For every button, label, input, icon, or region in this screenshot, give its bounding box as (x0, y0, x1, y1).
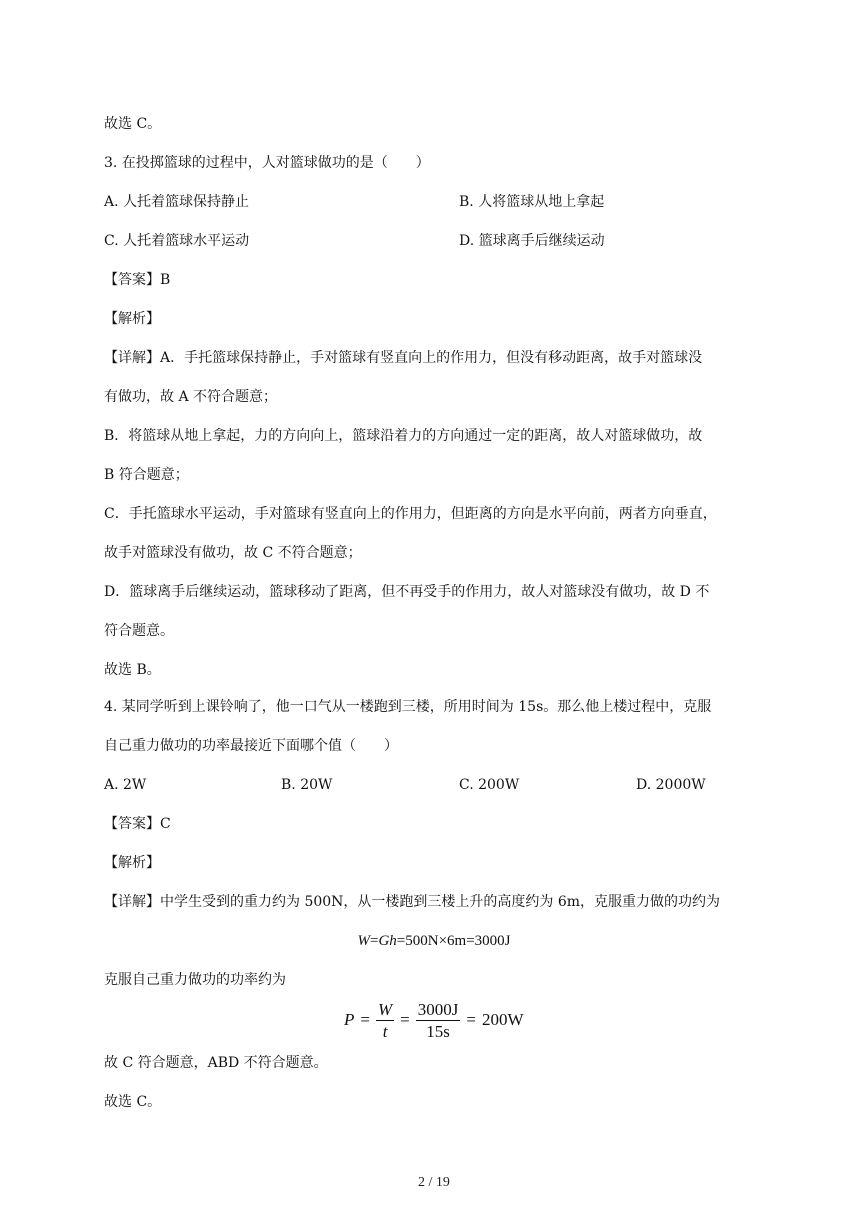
q4-option-c: C. 200W (459, 777, 520, 793)
question-4-stem-cont: 自己重力做功的功率最接近下面哪个值（ ） (104, 738, 398, 754)
formula-equals: = (466, 1010, 476, 1029)
eq-h-symbol: h (389, 933, 397, 949)
q3-detail-line: B 符合题意； (104, 467, 189, 483)
fraction-numerator: 3000J (417, 999, 459, 1019)
q3-detail-line: C．手托篮球水平运动，手对篮球有竖直向上的作用力，但距离的方向是水平向前，两者方向垂直， (104, 506, 717, 522)
q3-detail-line: 符合题意。 (104, 623, 174, 639)
power-formula (344, 998, 524, 1042)
formula-equals: = (360, 1010, 370, 1029)
q4-option-a: A. 2W (104, 777, 147, 793)
q4-conclusion: 故选 C。 (104, 1094, 162, 1110)
fraction-denominator: 15s (426, 1021, 450, 1041)
fraction-values (416, 1000, 461, 1041)
question-3-stem: 3. 在投掷篮球的过程中，人对篮球做功的是（ ） (104, 155, 430, 171)
eq-equals: = (369, 933, 379, 949)
question-4-stem: 4. 某同学听到上课铃响了，他一口气从一楼跑到三楼，所用时间为 15s。那么他上楼过程中，克服 (104, 699, 712, 715)
q3-answer: 【答案】B (104, 272, 171, 288)
q4-answer: 【答案】C (104, 816, 171, 832)
formula-p-symbol: P (344, 1010, 355, 1029)
q3-detail-line: 有做功，故 A 不符合题意； (104, 389, 278, 405)
q3-detail-line: D．篮球离手后继续运动，篮球移动了距离，但不再受手的作用力，故人对篮球没有做功，故 D 不 (104, 584, 710, 600)
q4-analysis-heading: 【解析】 (104, 855, 160, 871)
q4-detail-line: 【详解】中学生受到的重力约为 500N，从一楼跑到三楼上升的高度约为 6m，克服重力做的功约为 (104, 894, 721, 910)
q4-option-b: B. 20W (281, 777, 333, 793)
q4-option-d: D. 2000W (636, 777, 706, 793)
q3-conclusion: 故选 B。 (104, 662, 161, 678)
formula-equals: = (400, 1010, 410, 1029)
q4-detail-line: 克服自己重力做功的功率约为 (104, 972, 286, 988)
q3-detail-line: 故手对篮球没有做功，故 C 不符合题意； (104, 545, 362, 561)
q3-option-a: A. 人托着篮球保持静止 (104, 194, 250, 210)
q3-option-b: B. 人将篮球从地上拿起 (459, 194, 605, 210)
q3-option-d: D. 篮球离手后继续运动 (459, 233, 605, 249)
q3-detail-line: B．将篮球从地上拿起，力的方向向上，篮球沿着力的方向通过一定的距离，故人对篮球做功，故 (104, 428, 703, 444)
page-indicator: 2 / 19 (418, 1175, 450, 1190)
work-equation (0, 931, 868, 951)
fraction-w-over-t (376, 1000, 394, 1041)
q3-detail-line: 【详解】A．手托篮球保持静止，手对篮球有竖直向上的作用力，但没有移动距离，故手对篮球没 (104, 350, 703, 366)
eq-rest: =500N×6m=3000J (396, 933, 511, 949)
fraction-denominator: t (382, 1021, 388, 1041)
formula-result: 200W (481, 1010, 524, 1029)
conclusion-line: 故选 C。 (104, 116, 162, 132)
q3-option-c: C. 人托着篮球水平运动 (104, 233, 250, 249)
eq-w-symbol: W (357, 933, 370, 949)
q4-detail-line: 故 C 符合题意，ABD 不符合题意。 (104, 1055, 328, 1071)
eq-g-symbol: G (378, 933, 390, 949)
fraction-numerator: W (377, 999, 393, 1019)
q3-analysis-heading: 【解析】 (104, 311, 160, 327)
